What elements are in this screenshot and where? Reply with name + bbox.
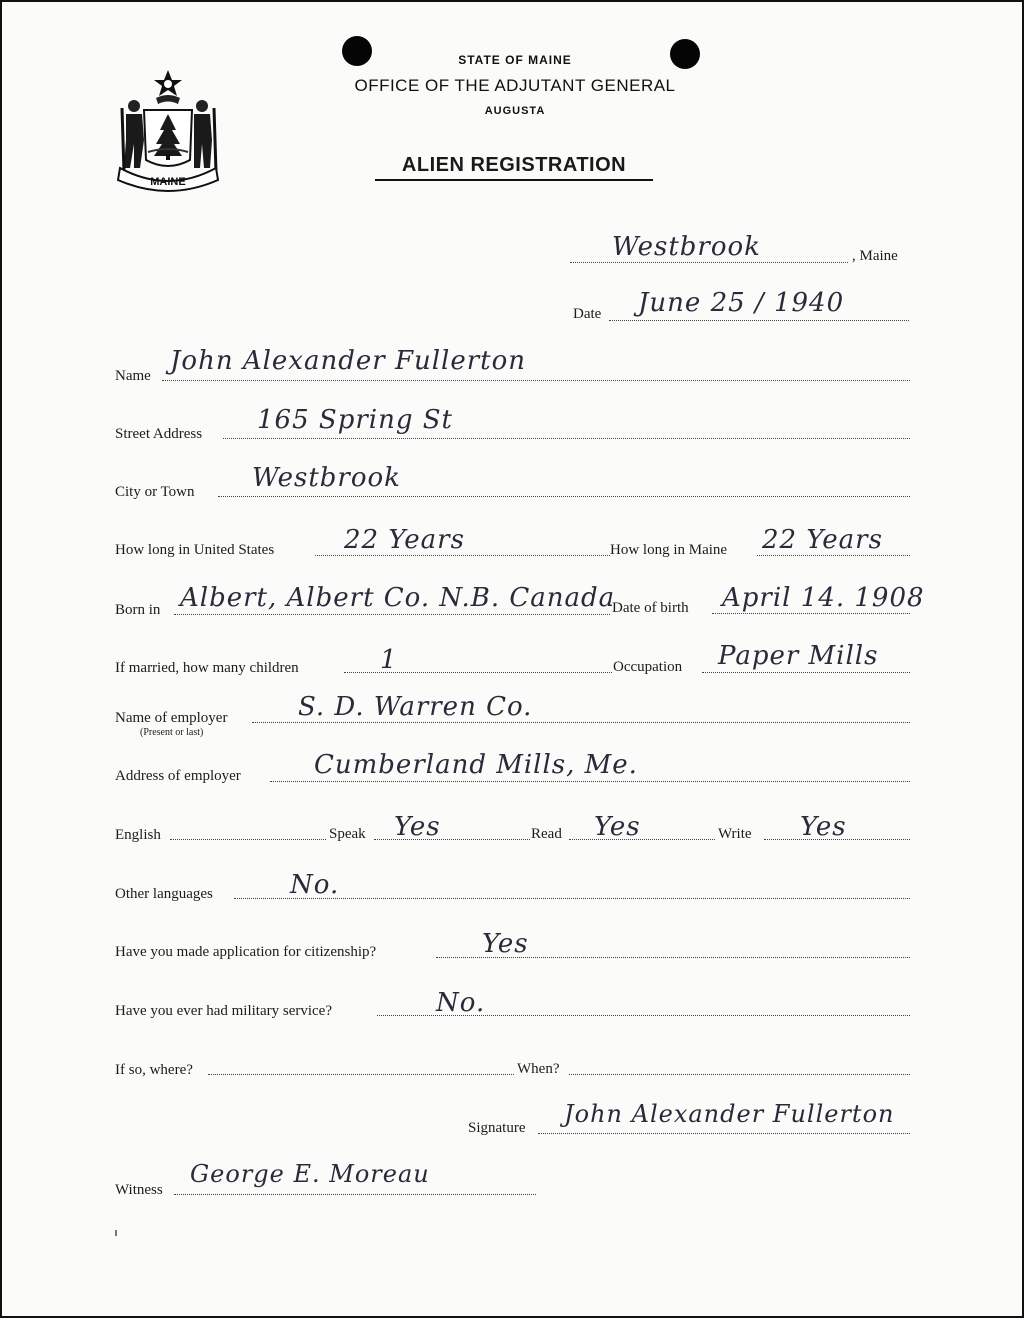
employer-address-label: Address of employer (115, 768, 241, 784)
employer-value: S. D. Warren Co. (298, 692, 533, 722)
children-value: 1 (380, 645, 398, 675)
read-field-line (569, 839, 715, 840)
occupation-label: Occupation (613, 659, 683, 675)
maine-years-value: 22 Years (762, 525, 883, 555)
signature-label: Signature (468, 1120, 526, 1136)
date-value: June 25 / 1940 (638, 288, 845, 318)
date-field-line (609, 320, 909, 321)
form-title: ALIEN REGISTRATION (375, 154, 653, 181)
write-value: Yes (800, 812, 847, 842)
citizenship-label: Have you made application for citizenship? (115, 944, 377, 960)
when-field-line (569, 1074, 910, 1075)
city-field-line (218, 496, 910, 497)
occupation-value: Paper Mills (718, 641, 879, 671)
street-label: Street Address (115, 426, 203, 442)
name-field-line (162, 380, 910, 381)
write-label: Write (718, 826, 752, 842)
name-label: Name (115, 368, 151, 384)
signature-field-line (538, 1133, 910, 1134)
maine-years-label: How long in Maine (610, 542, 728, 558)
margin-mark (115, 1230, 117, 1236)
header-office: OFFICE OF THE ADJUTANT GENERAL (354, 76, 676, 95)
other-languages-label: Other languages (115, 886, 213, 902)
employer-sublabel: (Present or last) (140, 727, 204, 738)
citizenship-value: Yes (482, 929, 529, 959)
witness-field-line (174, 1194, 536, 1195)
date-label: Date (573, 306, 602, 322)
other-languages-value: No. (290, 870, 340, 900)
city-label: City or Town (115, 484, 195, 500)
us-years-field-line (315, 555, 610, 556)
read-label: Read (531, 826, 562, 842)
us-years-label: How long in United States (115, 542, 275, 558)
employer-field-line (252, 722, 910, 723)
read-value: Yes (594, 812, 641, 842)
military-value: No. (436, 988, 486, 1018)
military-label: Have you ever had military service? (115, 1003, 332, 1019)
name-value: John Alexander Fullerton (170, 346, 527, 376)
speak-label: Speak (329, 826, 366, 842)
seal-banner-text: MAINE (150, 176, 186, 188)
english-field-line (170, 839, 326, 840)
state-of-maine-seal-icon (114, 68, 222, 196)
when-label: When? (517, 1061, 560, 1077)
english-label: English (115, 827, 161, 843)
employer-address-field-line (270, 781, 910, 782)
where-field-line (208, 1074, 514, 1075)
employer-label: Name of employer (115, 710, 228, 726)
witness-label: Witness (115, 1182, 163, 1198)
place-field-line (570, 262, 848, 263)
children-label: If married, how many children (115, 660, 299, 676)
dob-value: April 14. 1908 (722, 583, 925, 613)
where-label: If so, where? (115, 1062, 193, 1078)
signature-value: John Alexander Fullerton (564, 1100, 895, 1128)
born-label: Born in (115, 602, 161, 618)
us-years-value: 22 Years (344, 525, 465, 555)
maine-years-field-line (757, 555, 910, 556)
street-value: 165 Spring St (257, 405, 454, 435)
street-field-line (223, 438, 910, 439)
dob-field-line (712, 613, 910, 614)
header-state: STATE OF MAINE (458, 53, 572, 67)
speak-value: Yes (394, 812, 441, 842)
occupation-field-line (702, 672, 910, 673)
witness-value: George E. Moreau (190, 1160, 430, 1188)
dob-label: Date of birth (612, 600, 689, 616)
place-suffix-label: , Maine (852, 248, 898, 264)
born-field-line (174, 614, 610, 615)
born-value: Albert, Albert Co. N.B. Canada (180, 583, 616, 613)
city-value: Westbrook (252, 463, 401, 493)
employer-address-value: Cumberland Mills, Me. (314, 750, 638, 780)
place-value: Westbrook (612, 232, 761, 262)
header-city: AUGUSTA (484, 105, 546, 117)
